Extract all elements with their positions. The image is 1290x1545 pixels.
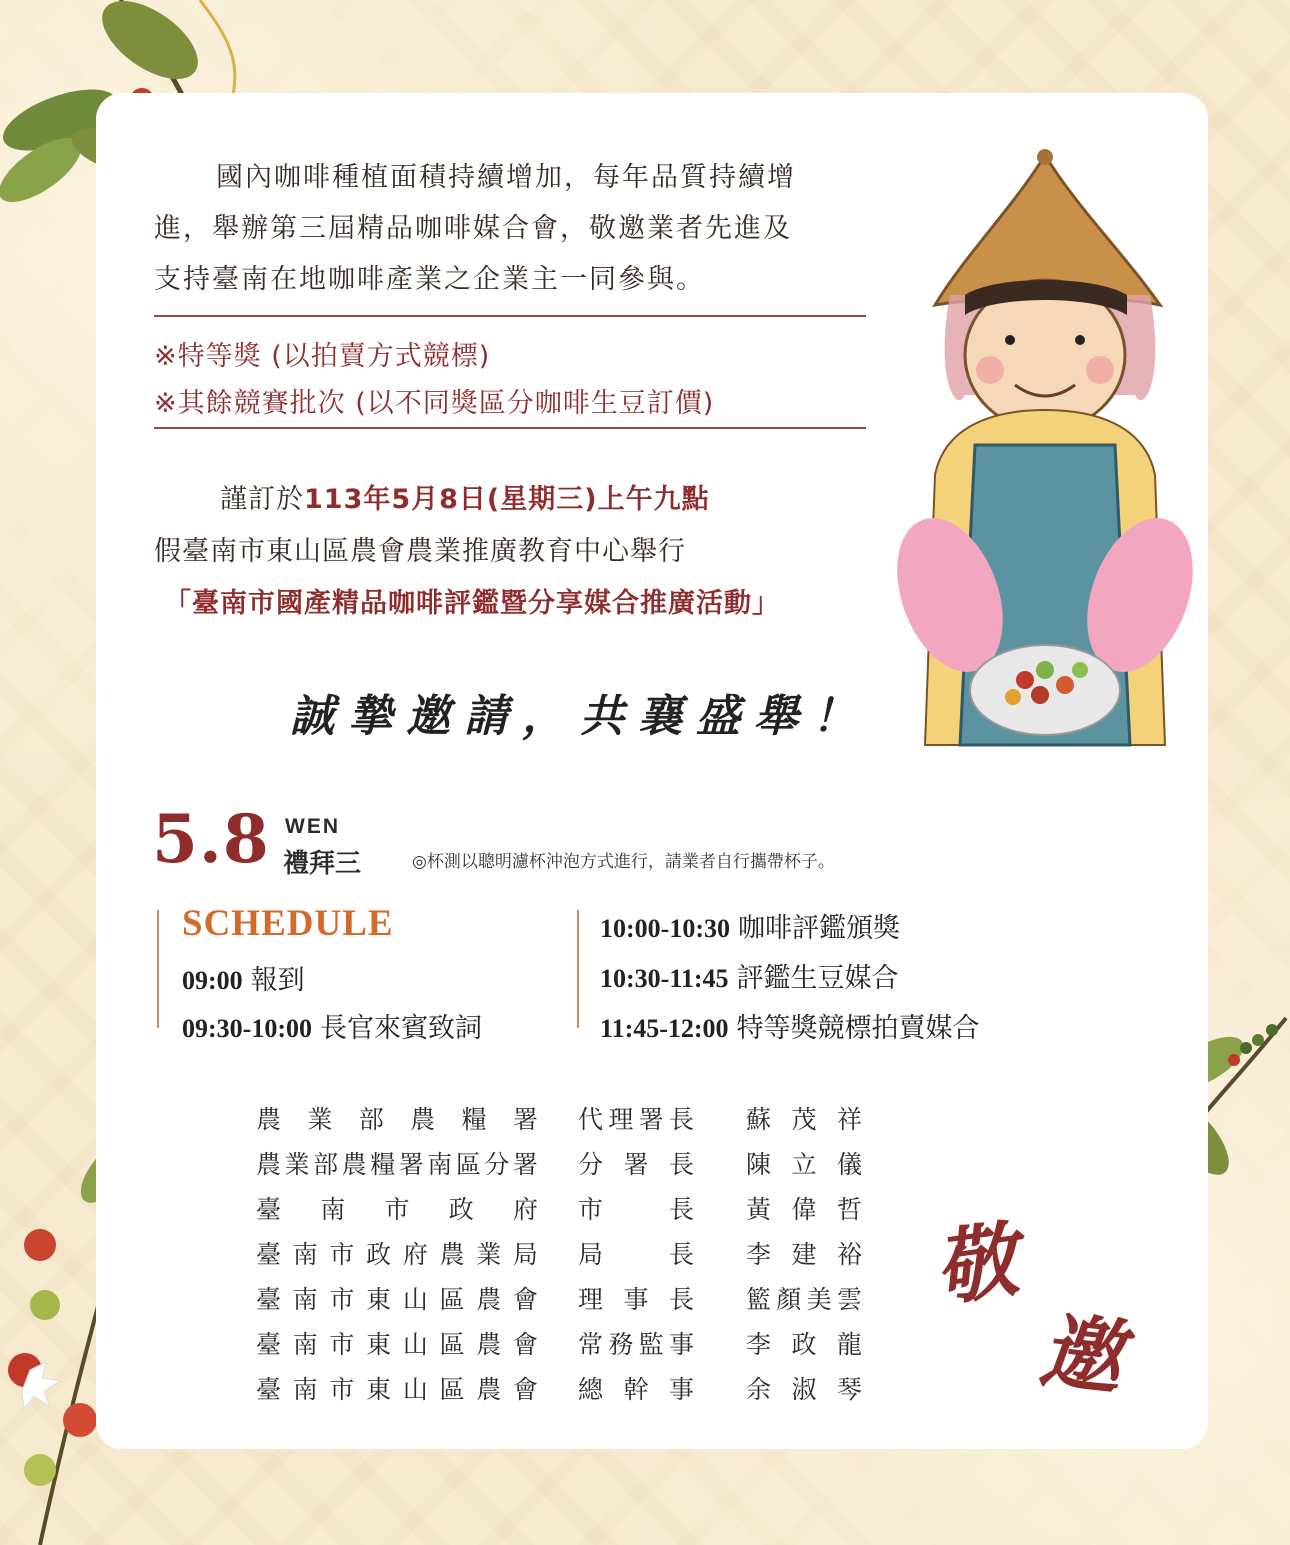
schedule-title: SCHEDULE	[182, 903, 394, 944]
host-name: 李 建 裕	[746, 1240, 862, 1269]
host-title: 分 署 長	[578, 1150, 694, 1179]
schedule-label: 報到	[250, 965, 305, 996]
schedule-label: 長官來賓致詞	[319, 1013, 482, 1044]
intro-paragraph	[154, 152, 796, 305]
coffee-farmer-illustration	[895, 145, 1195, 765]
event-prefix: 謹訂於	[220, 484, 304, 515]
host-name: 陳 立 儀	[746, 1150, 862, 1179]
host-name: 余 淑 琴	[746, 1375, 862, 1404]
host-name: 黃 偉 哲	[746, 1195, 862, 1224]
host-row	[256, 1370, 876, 1406]
event-datetime: 113年5月8日(星期三)上午九點	[304, 484, 710, 515]
signoff-calligraphy-2: 邀	[1035, 1302, 1127, 1408]
schedule-item	[600, 906, 900, 945]
event-details	[154, 474, 780, 630]
host-organization: 臺 南 市 政 府 農 業 局	[256, 1240, 538, 1269]
host-organization: 農 業 部 農 糧 署 南 區 分 署	[256, 1150, 538, 1179]
host-organization: 臺 南 市 政 府	[256, 1195, 538, 1224]
prize-line-1: ※特等獎 (以拍賣方式競標)	[154, 341, 491, 372]
event-date-large: 5.8	[152, 800, 270, 878]
schedule-left-rule	[157, 910, 159, 1028]
host-name: 蘇 茂 祥	[746, 1105, 862, 1134]
host-title: 總 幹 事	[578, 1375, 694, 1404]
host-row	[256, 1145, 876, 1181]
event-name: 「臺南市國產精品咖啡評鑑暨分享媒合推廣活動」	[164, 588, 780, 619]
slogan-calligraphy: 誠摯邀請，共襄盛舉！	[290, 691, 870, 742]
host-row	[256, 1235, 876, 1271]
schedule-item	[182, 958, 305, 997]
schedule-label: 評鑑生豆媒合	[736, 963, 899, 994]
host-row	[256, 1325, 876, 1361]
schedule-time: 09:00	[182, 966, 243, 995]
schedule-right-rule	[577, 910, 579, 1028]
schedule-time: 10:00-10:30	[600, 914, 730, 943]
host-title: 理 事 長	[578, 1285, 694, 1314]
schedule-label: 咖啡評鑑頒獎	[737, 913, 900, 944]
host-name: 籃 顏 美 雲	[746, 1285, 862, 1314]
host-row	[256, 1190, 876, 1226]
intro-line-3: 支持臺南在地咖啡產業之企業主一同參與。	[154, 264, 705, 295]
schedule-time: 09:30-10:00	[182, 1014, 312, 1043]
host-organization: 農 業 部 農 糧 署	[256, 1105, 538, 1134]
schedule-item	[182, 1006, 482, 1045]
intro-line-2: 進，舉辦第三屆精品咖啡媒合會，敬邀業者先進及	[154, 213, 792, 244]
host-row	[256, 1100, 876, 1136]
schedule-label: 特等獎競標拍賣媒合	[736, 1013, 980, 1044]
weekday-english: WEN	[285, 815, 340, 838]
weekday-chinese: 禮拜三	[283, 849, 362, 879]
divider-top	[154, 315, 866, 317]
host-name: 李 政 龍	[746, 1330, 862, 1359]
host-organization: 臺 南 市 東 山 區 農 會	[256, 1330, 538, 1359]
schedule-item	[600, 1006, 980, 1045]
host-title: 代 理 署 長	[578, 1105, 694, 1134]
host-organization: 臺 南 市 東 山 區 農 會	[256, 1375, 538, 1404]
host-title: 局 長	[578, 1240, 694, 1269]
divider-bottom	[154, 427, 866, 429]
hosts-list	[256, 1100, 876, 1410]
schedule-time: 10:30-11:45	[600, 964, 729, 993]
prize-line-2: ※其餘競賽批次 (以不同獎區分咖啡生豆訂價)	[154, 388, 715, 419]
host-title: 常 務 監 事	[578, 1330, 694, 1359]
host-organization: 臺 南 市 東 山 區 農 會	[256, 1285, 538, 1314]
event-venue: 假臺南市東山區農會農業推廣教育中心舉行	[154, 536, 686, 567]
host-row	[256, 1280, 876, 1316]
schedule-time: 11:45-12:00	[600, 1014, 729, 1043]
host-title: 市 長	[578, 1195, 694, 1224]
cupping-note: ◎杯測以聰明濾杯沖泡方式進行，請業者自行攜帶杯子。	[412, 852, 835, 872]
schedule-item	[600, 956, 899, 995]
intro-line-1: 國內咖啡種植面積持續增加，每年品質持續增	[216, 162, 796, 193]
signoff-calligraphy-1: 敬	[928, 1211, 1024, 1319]
